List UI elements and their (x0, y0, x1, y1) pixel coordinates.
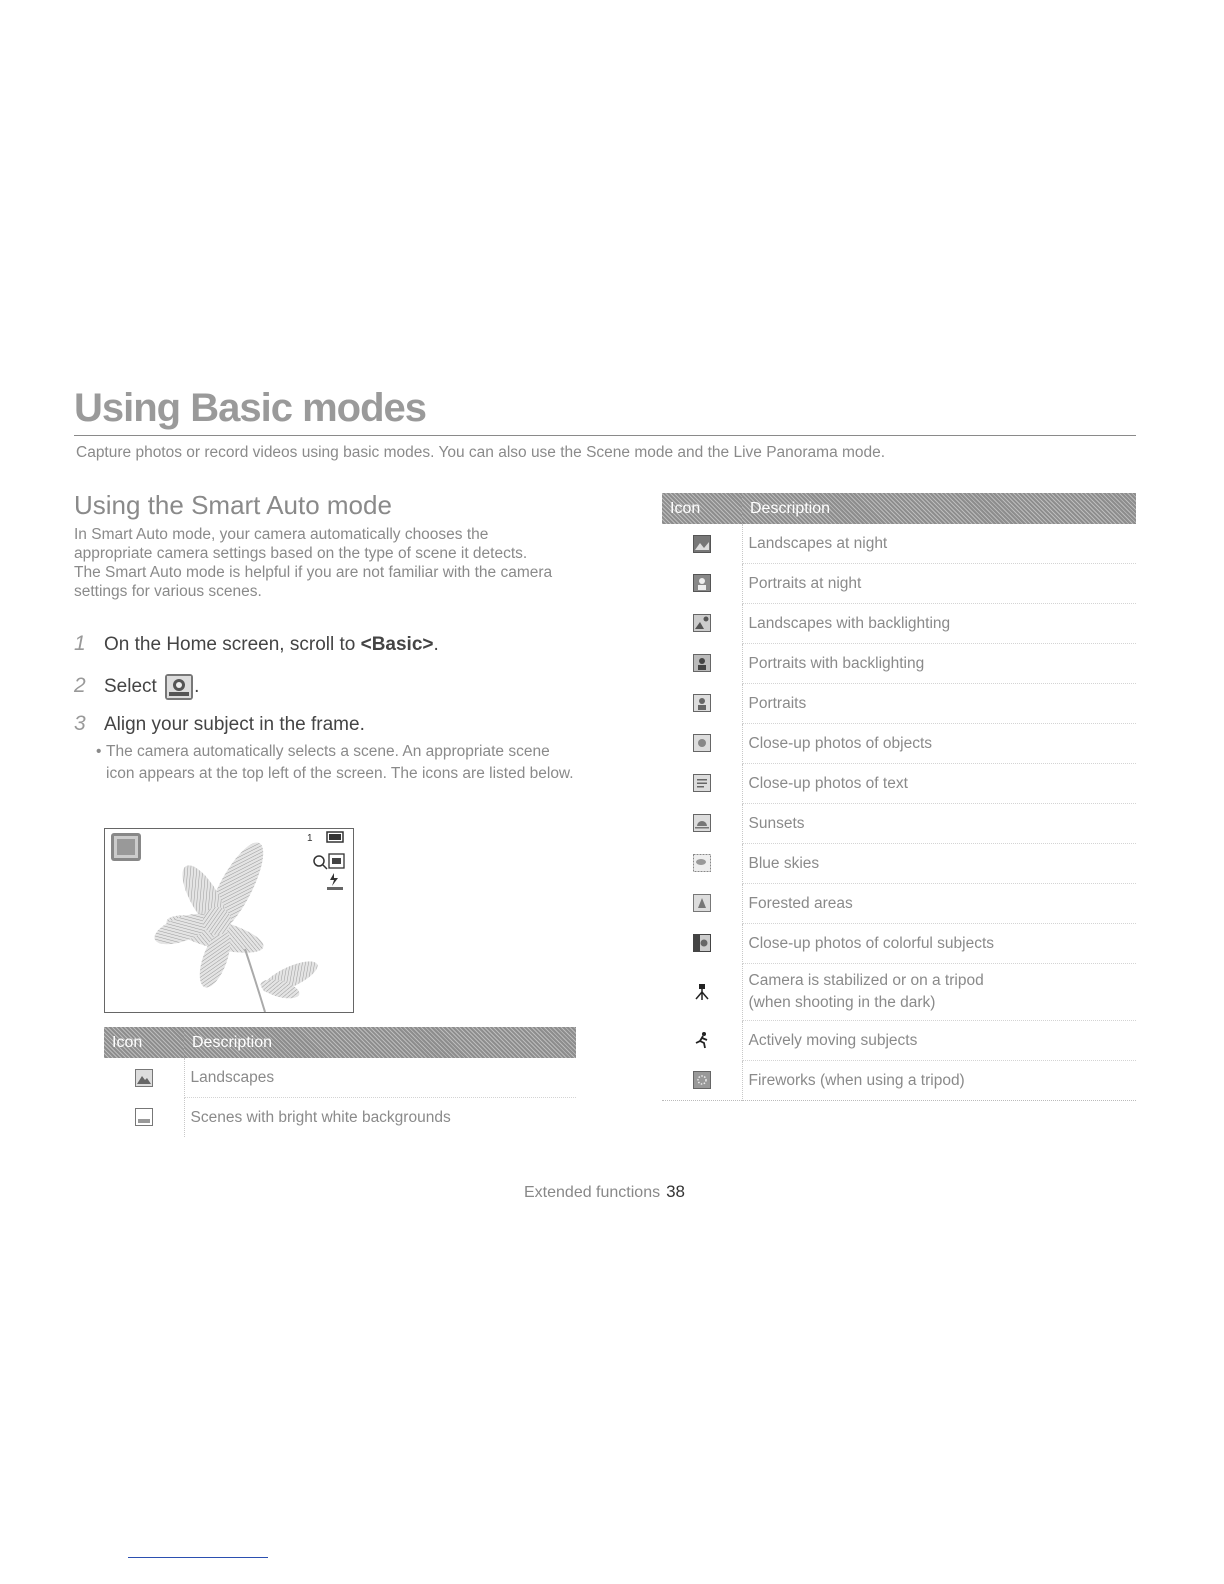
bottom-rule (128, 1557, 268, 1558)
moving-subjects-icon (693, 1031, 711, 1049)
fireworks-icon (693, 1071, 711, 1089)
battery-icon (327, 832, 343, 842)
table-row: Scenes with bright white backgrounds (104, 1098, 576, 1138)
colorful-subjects-icon (693, 934, 711, 952)
page-title: Using Basic modes (74, 386, 427, 430)
column-header-description: Description (742, 493, 1136, 524)
bullet-note (96, 741, 576, 785)
row-desc: Camera is stabilized or on a tripod (748, 972, 984, 989)
white-background-icon (135, 1108, 153, 1126)
blue-skies-icon (693, 854, 711, 872)
table-row: Close-up photos of colorful subjects (662, 924, 1136, 964)
smart-auto-icon (164, 673, 194, 701)
table-row: Close-up photos of text (662, 764, 1136, 804)
landscape-backlight-icon (693, 614, 711, 632)
closeup-objects-icon (693, 734, 711, 752)
section-intro: In Smart Auto mode, your camera automatically chooses the appropriate camera settings based on the type of scene it detects. The Smart Auto mode is helpful if you are not familiar with the camera settings for various scenes. (74, 526, 553, 600)
page-number: 38 (666, 1182, 686, 1201)
table-row: Portraits with backlighting (662, 644, 1136, 684)
section-title: Using the Smart Auto mode (74, 490, 392, 520)
camera-screen-illustration (104, 828, 354, 1013)
row-desc-note: (when shooting in the dark) (748, 994, 936, 1011)
menu-name: <Basic> (360, 634, 434, 655)
step-text: On the Home screen, scroll to (104, 634, 361, 655)
step-number: 1 (74, 632, 86, 655)
table-row: Landscapes with backlighting (662, 604, 1136, 644)
zoom-icon (314, 856, 327, 869)
column-header-description: Description (184, 1027, 576, 1058)
landscape-night-icon (693, 535, 711, 553)
column-header-icon: Icon (104, 1027, 184, 1058)
flash-icon (327, 873, 343, 890)
table-row: Sunsets (662, 804, 1136, 844)
step-number: 2 (74, 674, 86, 698)
column-header-icon: Icon (662, 493, 742, 524)
table-row: Blue skies (662, 844, 1136, 884)
step-number: 3 (74, 712, 86, 735)
forested-areas-icon (693, 894, 711, 912)
table-row: Fireworks (when using a tripod) (662, 1061, 1136, 1101)
tripod-icon (693, 983, 711, 1001)
step-2: 2 Select . (74, 673, 199, 701)
landscapes-icon (135, 1069, 153, 1087)
bullet-text: The camera automatically selects a scene. An appropriate scene icon appears at the top left of the screen. The icons are listed below. (106, 743, 574, 782)
table-row (662, 964, 1136, 1021)
flower-subject (151, 836, 322, 1012)
page-subtitle: Capture photos or record videos using basic modes. You can also use the Scene mode and the Live Panorama mode. (76, 444, 886, 461)
title-rule (74, 435, 1136, 436)
footer-label: Extended functions (524, 1184, 661, 1201)
shot-count: 1 (307, 833, 313, 844)
closeup-text-icon (693, 774, 711, 792)
scene-icon-table-left (104, 1027, 576, 1137)
table-row: Actively moving subjects (662, 1021, 1136, 1061)
portrait-backlight-icon (693, 654, 711, 672)
step-text: Select (104, 676, 163, 698)
step-3 (74, 712, 365, 736)
table-row: Portraits (662, 684, 1136, 724)
table-row: Landscapes (104, 1058, 576, 1098)
table-row: Portraits at night (662, 564, 1136, 604)
step-1: 1 On the Home screen, scroll to <Basic>. (74, 632, 439, 655)
sunsets-icon (693, 814, 711, 832)
portrait-night-icon (693, 574, 711, 592)
scene-icon (111, 833, 141, 861)
table-row: Forested areas (662, 884, 1136, 924)
step-text: Align your subject in the frame. (104, 714, 365, 735)
scene-icon-table-right (662, 493, 1136, 1101)
table-row: Landscapes at night (662, 524, 1136, 564)
size-icon (329, 854, 344, 868)
bullet-dot: • (96, 743, 102, 760)
table-row: Close-up photos of objects (662, 724, 1136, 764)
portraits-icon (693, 694, 711, 712)
page-footer (524, 1182, 685, 1202)
